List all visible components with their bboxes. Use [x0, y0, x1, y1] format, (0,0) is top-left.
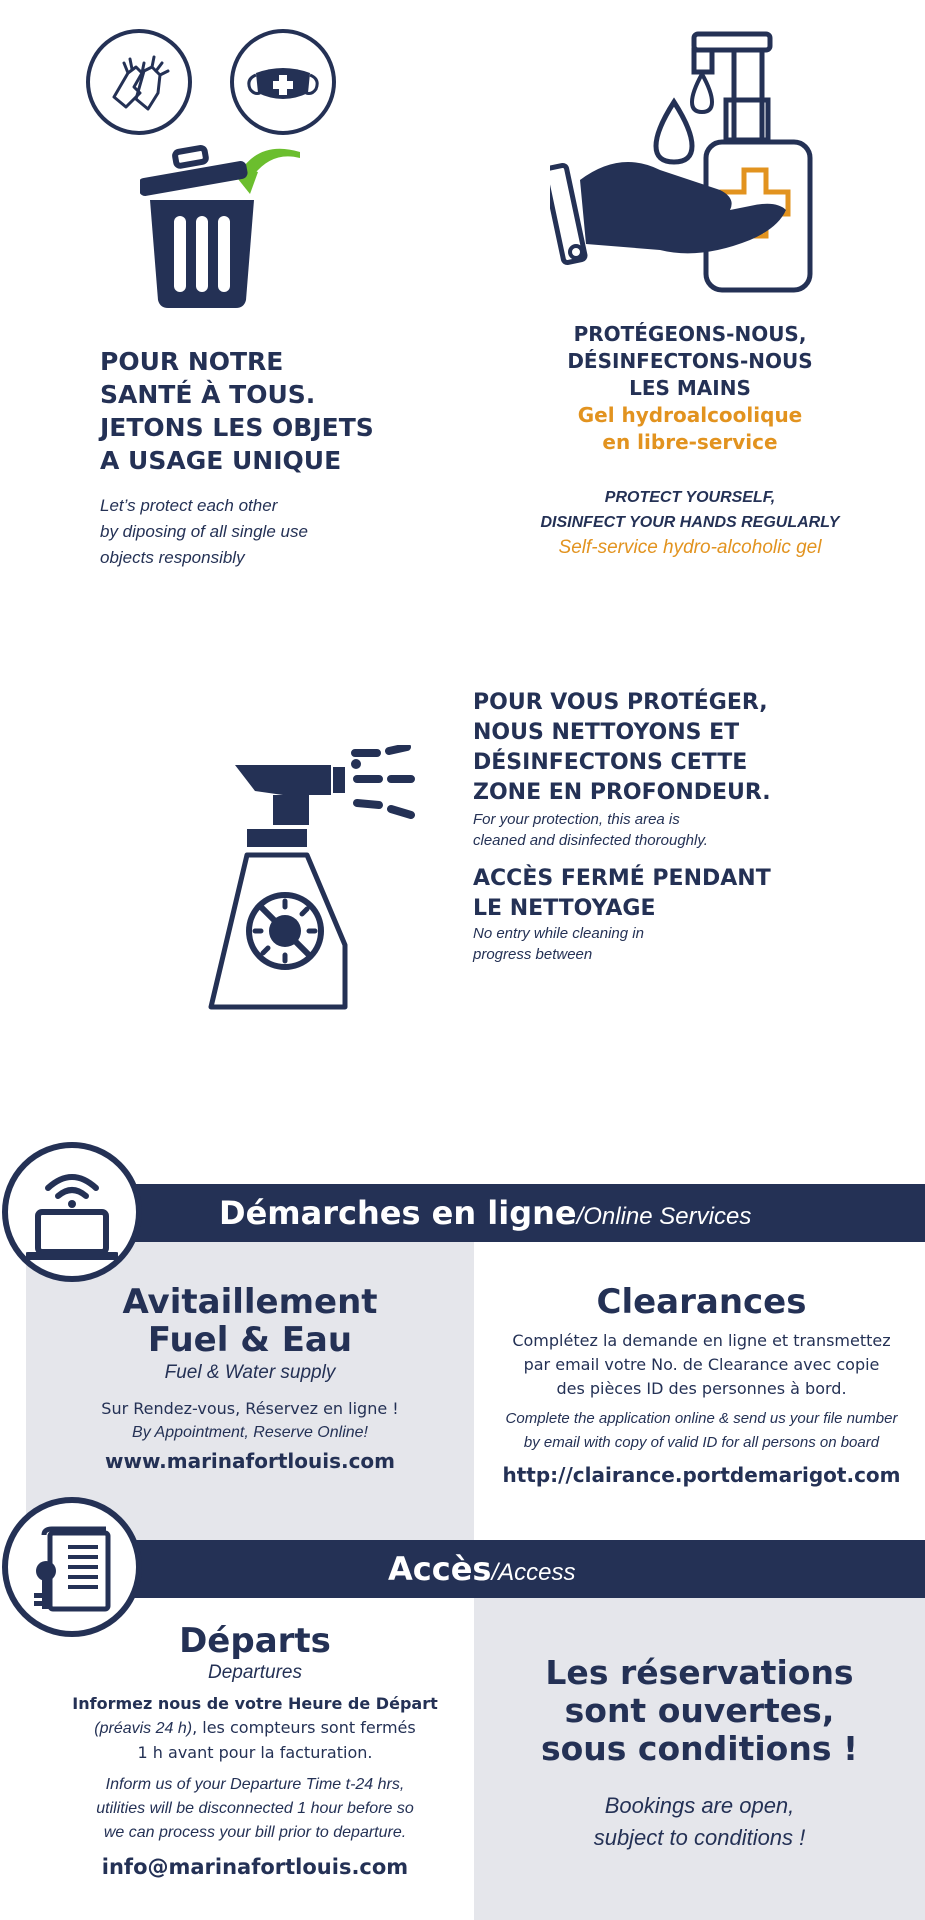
departures-email-link[interactable]: info@marinafortlouis.com — [101, 1855, 409, 1879]
clearances-title: Clearances — [596, 1282, 807, 1322]
text-line: For your protection, this area is — [473, 811, 680, 828]
banner-title — [388, 1540, 575, 1602]
heading-line: SANTÉ À TOUS. — [100, 380, 316, 409]
cleaning-heading — [473, 688, 853, 808]
banner-italic: /Online Services — [576, 1203, 752, 1230]
departures-notice-line — [40, 1716, 470, 1741]
laptop-badge — [2, 1142, 142, 1282]
access-banner — [92, 1540, 925, 1598]
departures-line: 1 h avant pour la facturation. — [137, 1743, 373, 1762]
heading-line: DÉSINFECTONS CETTE — [473, 750, 748, 775]
banner-title — [219, 1184, 751, 1246]
clearances-section — [478, 1283, 925, 1493]
fuel-section — [26, 1283, 474, 1477]
gloves-icon — [84, 27, 194, 137]
fuel-en: By Appointment, Reserve Online! — [132, 1424, 368, 1441]
heading-line: DÉSINFECTONS-NOUS — [567, 349, 813, 373]
fuel-subtitle: Fuel & Water supply — [164, 1362, 336, 1383]
notice-rest: , les compteurs sont fermés — [192, 1718, 416, 1737]
heading-line: POUR VOUS PROTÉGER, — [473, 690, 768, 715]
notice-italic: (préavis 24 h) — [94, 1720, 193, 1737]
text-line: No entry while cleaning in — [473, 925, 644, 942]
heading-line: PROTÉGEONS-NOUS, — [573, 322, 807, 346]
bookings-en-line: subject to conditions ! — [593, 1825, 806, 1850]
bookings-en-line: Bookings are open, — [604, 1793, 795, 1818]
document-badge — [2, 1497, 142, 1637]
fuel-url-link[interactable]: www.marinafortlouis.com — [104, 1449, 396, 1473]
departures-en-line: utilities will be disconnected 1 hour before so — [96, 1800, 414, 1817]
departures-en-line: we can process your bill prior to departure. — [103, 1824, 407, 1841]
fuel-title-line: Avitaillement — [122, 1282, 378, 1322]
text-line: by diposing of all single use — [100, 522, 308, 541]
closed-access-english — [473, 923, 803, 965]
heading-line: A USAGE UNIQUE — [100, 446, 342, 475]
clearances-en-line: by email with copy of valid ID for all persons on board — [523, 1434, 880, 1451]
gel-english: Self-service hydro-alcoholic gel — [558, 537, 822, 558]
departures-title: Départs — [179, 1621, 331, 1661]
departures-bold-line: Informez nous de votre Heure de Départ — [72, 1694, 438, 1713]
text-line: Let’s protect each other — [100, 496, 278, 515]
banner-bold: Accès — [388, 1550, 492, 1588]
spray-bottle-icon — [205, 745, 435, 1015]
bookings-section — [474, 1654, 925, 1854]
laptop-wifi-icon — [26, 1162, 118, 1262]
text-line: PROTECT YOURSELF, — [604, 489, 776, 506]
departures-section — [40, 1622, 470, 1885]
gel-line: Gel hydroalcoolique — [577, 403, 803, 427]
fuel-title-line: Fuel & Eau — [147, 1320, 353, 1360]
disinfect-hands-heading — [520, 321, 860, 456]
heading-line: ZONE EN PROFONDEUR. — [473, 780, 771, 805]
heading-line: LE NETTOYAGE — [473, 896, 656, 921]
banner-italic: /Access — [491, 1559, 576, 1586]
gel-line: en libre-service — [602, 430, 778, 454]
clearances-fr-line: par email votre No. de Clearance avec copie — [523, 1355, 880, 1374]
bookings-title-line: sont ouvertes, — [564, 1691, 835, 1730]
departures-subtitle: Departures — [208, 1662, 302, 1683]
text-line: DISINFECT YOUR HANDS REGULARLY — [540, 514, 840, 531]
text-line: progress between — [473, 946, 593, 963]
single-use-english — [100, 493, 400, 571]
disinfect-hands-english — [520, 485, 860, 560]
bookings-title-line: Les réservations — [545, 1653, 854, 1692]
departures-en-line: Inform us of your Departure Time t-24 hrs, — [105, 1776, 405, 1793]
text-line: cleaned and disinfected thoroughly. — [473, 832, 708, 849]
fuel-fr: Sur Rendez-vous, Réservez en ligne ! — [101, 1399, 399, 1418]
closed-access-heading — [473, 864, 803, 924]
heading-line: ACCÈS FERMÉ PENDANT — [473, 866, 771, 891]
heading-line: JETONS LES OBJETS — [100, 413, 374, 442]
document-key-icon — [30, 1525, 120, 1615]
heading-line: POUR NOTRE — [100, 347, 284, 376]
clearances-fr-line: Complétez la demande en ligne et transmettez — [512, 1331, 891, 1350]
trash-bin-icon — [140, 140, 300, 310]
bookings-title-line: sous conditions ! — [540, 1729, 859, 1768]
cleaning-english — [473, 809, 803, 851]
banner-bold: Démarches en ligne — [219, 1194, 577, 1232]
clearances-fr-line: des pièces ID des personnes à bord. — [556, 1379, 847, 1398]
hand-sanitizer-icon — [550, 30, 820, 295]
single-use-heading — [100, 345, 460, 477]
online-services-banner — [92, 1184, 925, 1242]
clearances-url-link[interactable]: http://clairance.portdemarigot.com — [502, 1463, 901, 1487]
clearances-en-line: Complete the application online & send us your file number — [505, 1410, 898, 1427]
heading-line: NOUS NETTOYONS ET — [473, 720, 740, 745]
text-line: objects responsibly — [100, 548, 245, 567]
mask-icon — [228, 27, 338, 137]
heading-line: LES MAINS — [629, 376, 751, 400]
